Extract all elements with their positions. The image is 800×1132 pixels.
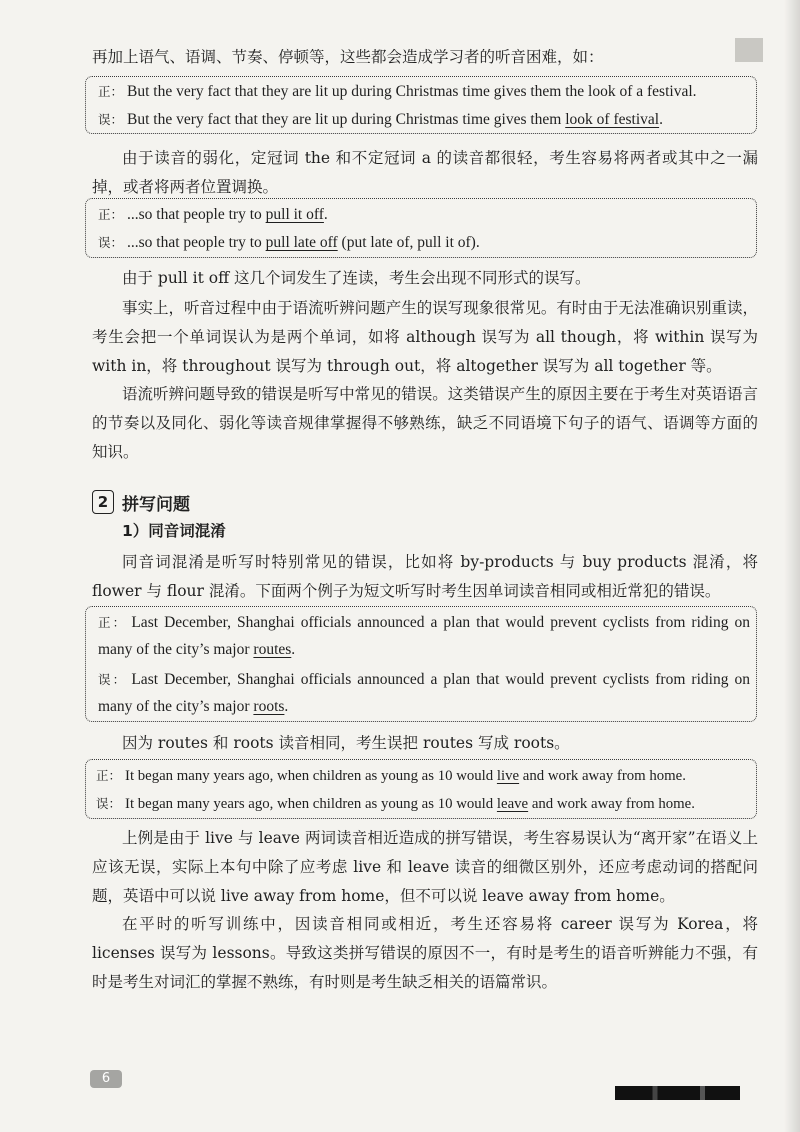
correct-sentence-suffix: . (323, 206, 328, 223)
wrong-sentence-prefix: But the very fact that they are lit up during Christmas time gives them (127, 111, 566, 128)
example-correct (98, 201, 750, 229)
example-wrong (98, 229, 750, 257)
key-word: routes (253, 641, 292, 658)
wrong-sentence-suffix: . (284, 698, 289, 715)
wrong-sentence-prefix: Last December, Shanghai officials announced a plan that would prevent cyclists from riding on many of the city’s major (98, 671, 750, 715)
correct-sentence-prefix: Last December, Shanghai officials announced a plan that would prevent cyclists from riding on many of the city’s major (98, 614, 750, 658)
example-box-pull-it-off (85, 198, 757, 258)
paragraph-fact: 事实上，听音过程中由于语流听辨问题产生的误写现象很常见。有时由于无法准确识别重读，考生会把一个单词误认为是两个单词，如将 although 误写为 all though，将 within 误写为 with in，将 throughout 误写为 through out，将 altogether 误写为 all together 等。 (92, 299, 758, 375)
paragraph-liaison: 由于 pull it off 这几个词发生了连读，考生会出现不同形式的误写。 (122, 269, 591, 287)
section-title: 拼写问题 (122, 494, 190, 515)
correct-tag: 正： (98, 615, 128, 630)
footer-decoration-bar (615, 1086, 740, 1100)
paragraph-homophone: 同音词混淆是听写时特别常见的错误，比如将 by-products 与 buy products 混淆，将 flower 与 flour 混淆。下面两个例子为短文听写时考生因单词读音相同或相近常犯的错误。 (92, 553, 758, 600)
example-correct (98, 609, 750, 663)
wrong-sentence-prefix: ...so that people try to (127, 234, 266, 251)
paragraph-training: 在平时的听写训练中，因读音相同或相近，考生还容易将 career 误写为 Korea，将 licenses 误写为 lessons。导致这类拼写错误的原因不一，有时是考生的语音听辨能力不强，有时是考生对词汇的掌握不熟练，有时则是考生缺乏相关的语篇常识。 (92, 915, 758, 991)
error-word: leave (496, 796, 529, 812)
key-phrase: pull it off (265, 206, 324, 223)
wrong-sentence-suffix: . (659, 111, 663, 128)
section-heading (92, 489, 190, 515)
example-correct (96, 762, 750, 790)
subsection-heading: 1）同音词混淆 (122, 522, 226, 540)
correct-sentence-prefix: It began many years ago, when children as young as 10 would (125, 768, 497, 784)
example-correct (98, 78, 750, 106)
page-edge-shadow (784, 0, 800, 1132)
correct-tag: 正： (98, 84, 124, 99)
wrong-tag: 误： (96, 796, 122, 811)
error-word: roots (253, 698, 285, 715)
example-box-live (85, 759, 757, 819)
paragraph-live-leave: 上例是由于 live 与 leave 两词读音相近造成的拼写错误，考生容易误认为“离开家”在语义上应该无误，实际上本句中除了应考虑 live 和 leave 读音的细微区别外，还应考虑动词的搭配问题，英语中可以说 live away from home，但不可以说 leave away from home。 (92, 829, 758, 905)
wrong-sentence-prefix: It began many years ago, when children as young as 10 would (125, 796, 497, 812)
correct-sentence: But the very fact that they are lit up during Christmas time gives them the look of a festival. (127, 83, 697, 100)
wrong-sentence-suffix: and work away from home. (528, 796, 695, 812)
error-phrase: pull late off (265, 234, 338, 251)
paragraph-article-weakening: 由于读音的弱化，定冠词 the 和不定冠词 a 的读音都很轻，考生容易将两者或其中之一漏掉，或者将两者位置调换。 (92, 149, 758, 196)
example-box-festival (85, 76, 757, 134)
correct-sentence-suffix: . (291, 641, 296, 658)
correct-tag: 正： (98, 207, 124, 222)
wrong-tag: 误： (98, 112, 124, 127)
example-wrong (98, 666, 750, 720)
wrong-tag: 误： (98, 672, 128, 687)
paragraph-cause: 语流听辨问题导致的错误是听写中常见的错误。这类错误产生的原因主要在于考生对英语语言的节奏以及同化、弱化等读音规律掌握得不够熟练，缺乏不同语境下句子的语气、语调等方面的知识。 (92, 385, 758, 461)
example-box-routes (85, 606, 757, 722)
error-phrase: look of festival (565, 111, 660, 128)
page-number: 6 (90, 1070, 122, 1088)
correct-sentence-suffix: and work away from home. (519, 768, 686, 784)
example-wrong (98, 106, 750, 134)
paragraph-routes: 因为 routes 和 roots 读音相同，考生误把 routes 写成 roots。 (122, 734, 570, 752)
example-wrong (96, 790, 750, 818)
correct-tag: 正： (96, 768, 122, 783)
wrong-tag: 误： (98, 235, 124, 250)
wrong-sentence-suffix: (put late of, pull it of). (337, 234, 480, 251)
intro-line: 再加上语气、语调、节奏、停顿等，这些都会造成学习者的听音困难，如： (92, 48, 604, 66)
correct-sentence-prefix: ...so that people try to (127, 206, 266, 223)
key-word: live (496, 768, 520, 784)
section-number: 2 (92, 490, 114, 514)
